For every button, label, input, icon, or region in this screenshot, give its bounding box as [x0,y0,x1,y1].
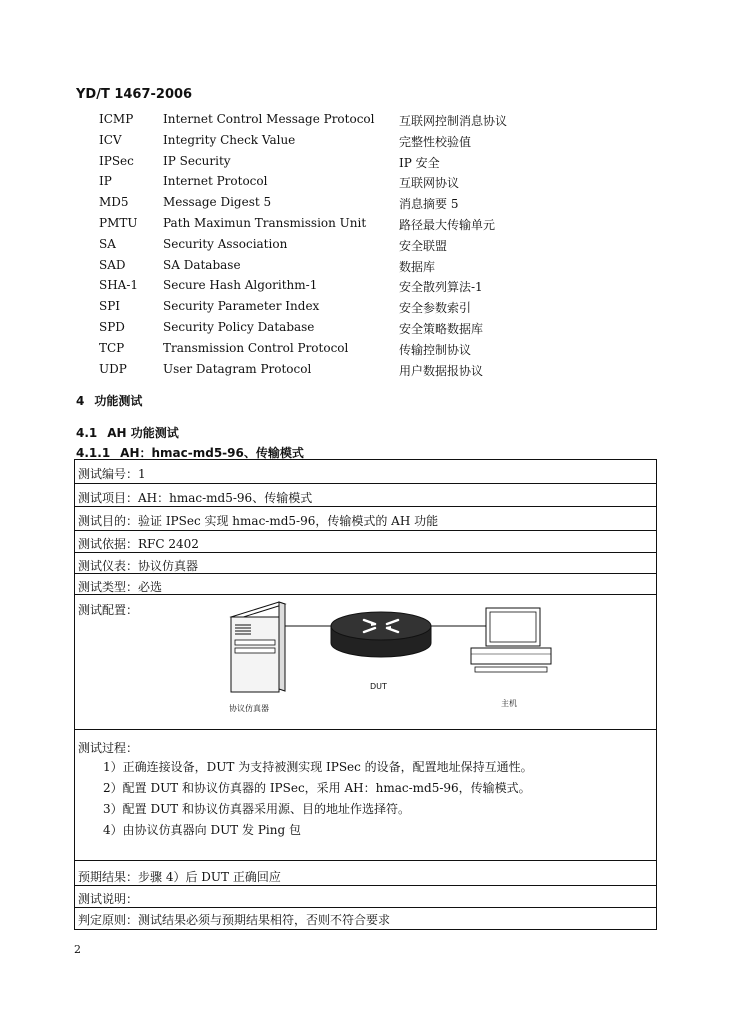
abbr-chinese: IP 安全 [399,155,440,170]
test-config-label: 测试配置： [78,603,139,617]
abbr-english: User Datagram Protocol [163,361,312,376]
abbr-chinese: 完整性校验值 [399,134,472,149]
abbr-term: SPD [99,320,125,334]
abbr-english: Integrity Check Value [163,132,296,147]
abbr-english: Transmission Control Protocol [163,340,349,355]
test-basis: 测试依据：RFC 2402 [78,537,199,551]
procedure-step: 2）配置 DUT 和协议仿真器的 IPSec，采用 AH：hmac-md5-96，传输模式。 [103,781,531,795]
abbr-term: SPI [99,299,121,314]
test-type-row [75,574,656,595]
abbr-chinese: 数据库 [399,259,436,274]
abbr-term: SAD [99,257,126,272]
procedure-step: 4）由协议仿真器向 DUT 发 Ping 包 [103,823,301,837]
abbr-english: Secure Hash Algorithm-1 [163,278,318,293]
expected-result: 预期结果：步骤 4）后 DUT 正确回应 [78,870,281,884]
expected-result-row [75,861,656,886]
abbr-english: SA Database [163,257,241,272]
page-number: 2 [74,943,81,956]
abbr-english: Security Association [163,236,288,251]
section-title: AH：hmac-md5-96、传输模式 [120,446,304,460]
criteria-row [75,908,656,929]
abbr-term: SHA-1 [99,278,139,293]
abbr-term: IP [99,174,112,189]
abbr-english: Path Maximun Transmission Unit [163,216,367,230]
abbreviation-row [0,299,743,319]
abbreviation-row [0,154,743,174]
abbreviation-row [0,174,743,194]
test-number-row [75,460,656,484]
dut-label: DUT [370,682,387,691]
test-notes-row [75,886,656,908]
abbr-term: PMTU [99,216,138,230]
abbr-term: SA [99,236,116,251]
network-diagram-svg [75,595,658,730]
procedure-step: 3）配置 DUT 和协议仿真器采用源、目的地址作选择符。 [103,802,411,816]
abbreviation-row [0,278,743,298]
test-purpose-row [75,507,656,531]
standard-code-header: YD/T 1467-2006 [76,87,193,102]
section-number: 4 [76,394,85,408]
abbr-english: Security Parameter Index [163,299,320,314]
abbr-chinese: 传输控制协议 [399,342,472,357]
section-heading-4 [76,392,142,409]
test-item: 测试项目：AH：hmac-md5-96、传输模式 [78,491,313,505]
abbr-chinese: 消息摘要 5 [399,197,459,212]
abbr-term: ICV [99,132,122,147]
abbr-chinese: 安全散列算法-1 [399,280,483,295]
abbreviation-row [0,237,743,257]
test-item-row [75,484,656,507]
section-number: 4.1 [76,426,98,440]
abbreviation-row [0,195,743,215]
abbr-term: ICMP [99,112,134,126]
abbr-term: TCP [99,340,125,355]
test-instrument: 测试仪表：协议仿真器 [78,559,199,573]
test-procedure-label: 测试过程： [78,741,139,755]
abbr-english: Security Policy Database [163,320,315,334]
test-procedure-row [75,730,656,861]
abbreviation-row [0,258,743,278]
abbreviation-row [0,216,743,236]
test-purpose: 测试目的：验证 IPSec 实现 hmac-md5-96，传输模式的 AH 功能 [78,514,439,528]
abbreviation-row [0,133,743,153]
abbreviation-row [0,112,743,132]
test-number: 测试编号：1 [78,467,146,481]
computer-icon [471,608,551,672]
section-title: 功能测试 [94,394,143,408]
test-type: 测试类型：必选 [78,580,163,594]
abbr-chinese: 安全策略数据库 [399,322,484,336]
simulator-label: 协议仿真器 [229,704,269,713]
abbr-term: UDP [99,361,127,376]
abbr-chinese: 用户数据报协议 [399,363,484,378]
abbreviation-row [0,362,743,382]
host-label: 主机 [501,699,517,708]
test-notes: 测试说明： [78,892,139,906]
router-icon [331,612,431,657]
judgement-criteria: 判定原则：测试结果必须与预期结果相符，否则不符合要求 [78,913,391,927]
abbr-english: Message Digest 5 [163,195,272,210]
abbr-chinese: 安全参数索引 [399,301,472,316]
abbr-term: IPSec [99,153,134,168]
abbr-english: IP Security [163,153,231,168]
procedure-steps [103,758,533,842]
section-number: 4.1.1 [76,446,111,460]
abbreviation-row [0,341,743,361]
abbr-chinese: 互联网控制消息协议 [399,114,508,128]
test-case-table [74,459,657,930]
abbr-chinese: 安全联盟 [399,238,448,253]
network-diagram [75,595,658,730]
abbr-chinese: 互联网协议 [399,176,460,191]
test-instrument-row [75,553,656,574]
server-icon [231,602,285,692]
abbr-chinese: 路径最大传输单元 [399,218,496,232]
procedure-step: 1）正确连接设备，DUT 为支持被测实现 IPSec 的设备，配置地址保持互通性。 [103,760,533,774]
section-heading-4-1 [76,424,179,441]
abbr-english: Internet Control Message Protocol [163,112,375,126]
test-config-row [75,595,656,730]
abbr-english: Internet Protocol [163,174,268,189]
abbr-term: MD5 [99,195,129,210]
abbreviation-row [0,320,743,340]
section-title: AH 功能测试 [107,426,179,440]
test-basis-row [75,531,656,553]
